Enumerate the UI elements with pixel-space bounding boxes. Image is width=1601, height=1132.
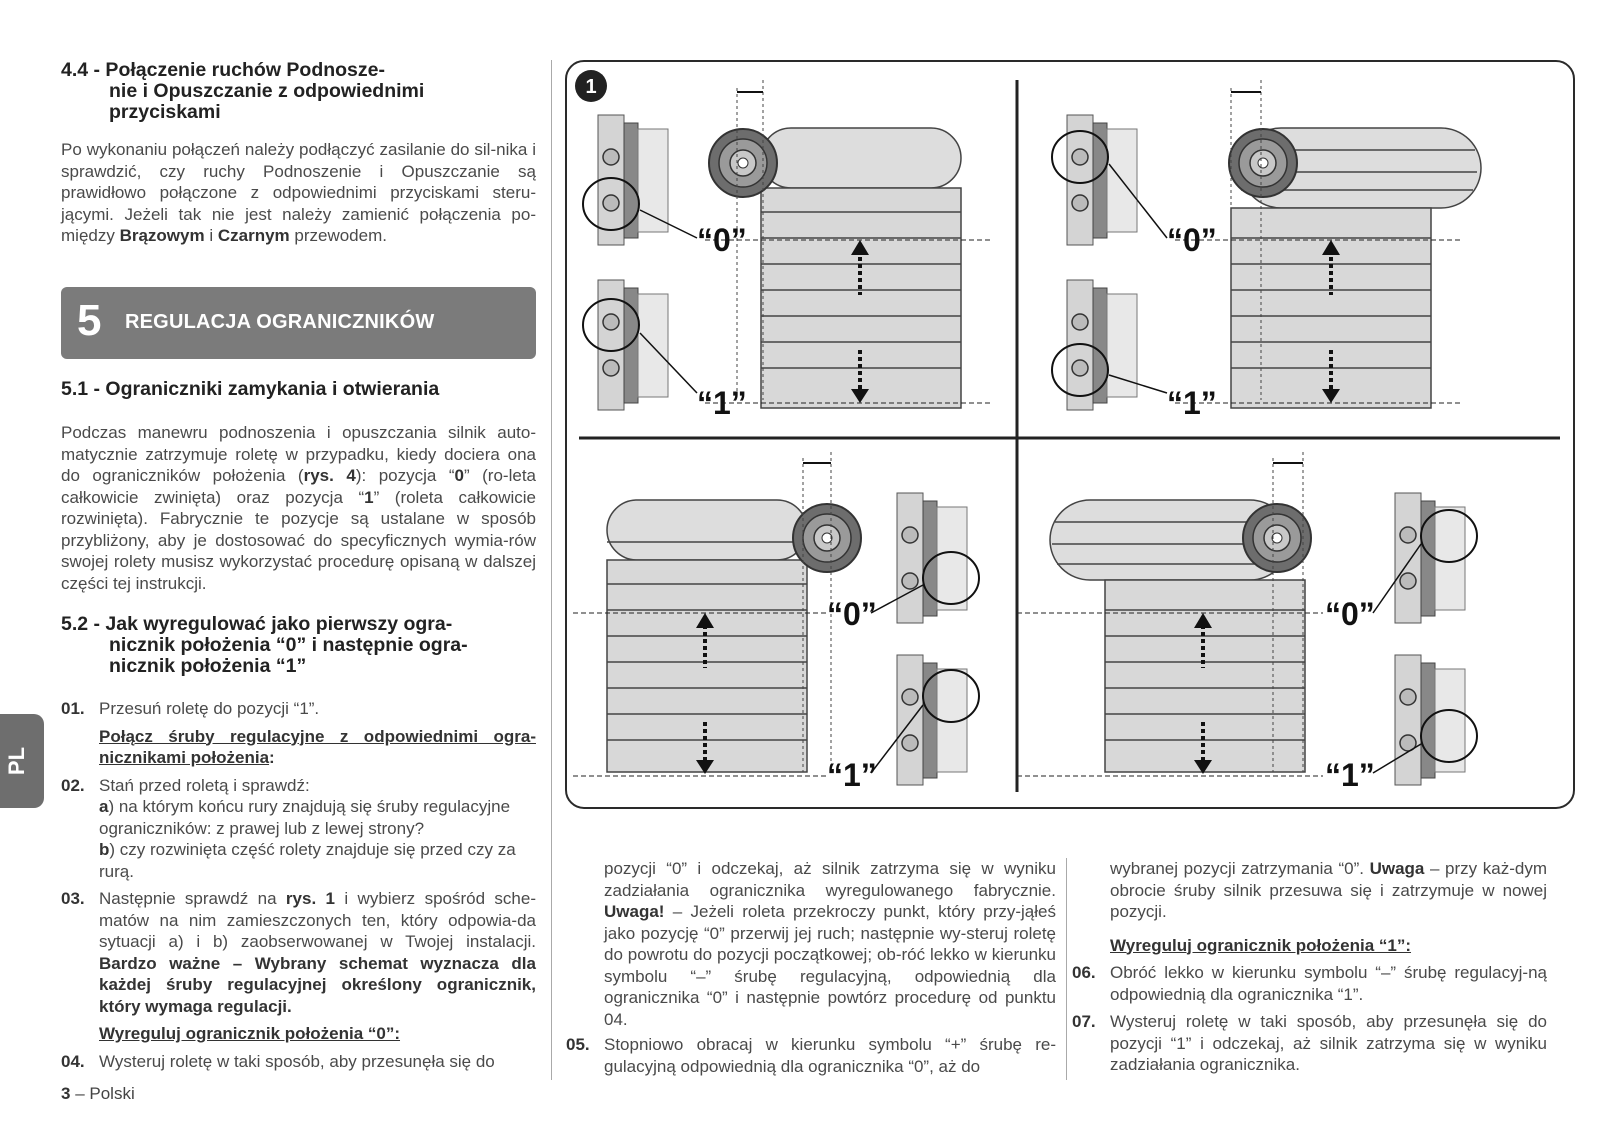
heading-5-1: 5.1 - Ograniczniki zamykania i otwierania [61, 378, 440, 400]
position-label-1: “1” [827, 757, 877, 793]
bold-text: Czarnym [217, 226, 290, 245]
position-label-1: “1” [1167, 385, 1217, 421]
section-5-banner [61, 287, 536, 359]
column-divider [551, 60, 552, 1080]
step-02 [61, 775, 536, 883]
step-06 [1072, 962, 1547, 1005]
section-number: 5 [77, 296, 102, 345]
step-05-continued [1072, 858, 1547, 923]
step-text: i wybierz spośród sche-matów na nim zamieszczonych ten, który odpowia-da sytuacji a) i b) zaobserwowanej w Twojej instalacji. [99, 889, 536, 951]
bold-text: rys. 4 [303, 466, 356, 485]
bold-text: 0 [454, 466, 464, 485]
language-tab [0, 714, 44, 808]
position-label-1: “1” [1325, 757, 1375, 793]
step-03 [61, 888, 536, 1017]
paragraph-4-4 [61, 139, 536, 247]
column-divider [1066, 858, 1067, 1080]
text: i [204, 226, 218, 245]
step-text: Przesuń roletę do pozycji “1”. [99, 699, 320, 718]
step-number: 02. [61, 775, 85, 795]
bold-text: Bardzo ważne – Wybrany schemat wyznacza dla każdej śruby regulacyjnej określony ogranicznik, który wymaga regulacji. [99, 953, 536, 1016]
figure-1 [565, 60, 1579, 836]
text: ” (roleta całkowicie rozwinięta). Fabrycznie te pozycje są ustalane w sposób przybliżony, aby je dostosować do specyficznych wymia-rów swojej rolety musisz wykorzystać procedurę opisaną w dalszej części tej instrukcji. [61, 487, 536, 593]
steps-list-middle [566, 858, 1056, 1083]
bold-text: rys. 1 [285, 889, 336, 908]
subheading-adjust-0 [61, 1023, 536, 1045]
position-label-0: “0” [697, 222, 747, 258]
underlined-heading: Wyreguluj ogranicznik położenia “1”: [1110, 935, 1412, 955]
subheading-connect [61, 726, 536, 769]
step-05 [566, 1034, 1056, 1077]
underlined-heading: Wyreguluj ogranicznik położenia “0”: [99, 1024, 401, 1043]
bold-text: b [99, 840, 110, 859]
section-title: REGULACJA OGRANICZNIKÓW [125, 311, 435, 333]
bold-text: 1 [364, 487, 374, 507]
step-text: Stań przed roletą i sprawdź: [99, 775, 310, 795]
position-label-1: “1” [697, 385, 747, 421]
step-text: ) na którym końcu rury znajdują się śruby regulacyjne ograniczników: z prawej lub z lewej strony? [99, 797, 511, 838]
bold-text: Uwaga [1369, 859, 1425, 878]
position-label-0: “0” [1325, 596, 1375, 632]
step-text: Stopniowo obracaj w kierunku symbolu “+” śrubę re-gulacyjną odpowiednią dla ogranicznika “0”, aż do [604, 1035, 1056, 1076]
language-tab-label: PL [4, 746, 30, 776]
footer-language: – Polski [70, 1084, 135, 1103]
heading-5-2 [61, 614, 536, 677]
text: przewodem. [289, 226, 387, 245]
step-number: 01. [61, 699, 85, 718]
step-number: 04. [61, 1051, 85, 1071]
position-label-0: “0” [1167, 222, 1217, 258]
subheading-adjust-1 [1072, 935, 1547, 957]
paragraph-5-1 [61, 422, 536, 594]
bold-text: Brązowym [119, 226, 205, 245]
step-04 [61, 1051, 536, 1073]
footer [61, 1084, 135, 1104]
step-04-continued [566, 858, 1056, 1030]
figure-badge-label: 1 [585, 76, 597, 98]
text: ” (ro-leta całkowicie zwinięta) oraz pozycja “ [61, 466, 536, 507]
bold-text: Uwaga! [604, 902, 665, 921]
bold-text: a [99, 797, 109, 816]
step-text: Następnie sprawdź na [99, 889, 286, 908]
step-text: wybranej pozycji zatrzymania “0”. [1110, 859, 1370, 878]
text: Po wykonaniu połączeń należy podłączyć zasilanie do sil-nika i sprawdzić, czy ruchy Podnoszenie i Opuszczanie są prawidłowo połączone z odpowiednimi przyciskami steru-jącymi. Jeżeli tak nie jest należy zamienić połączenia po-między [61, 140, 536, 245]
heading-line: nie i Opuszczanie z odpowiednimi [109, 80, 425, 102]
step-text: Obróć lekko w kierunku symbolu “–” śrubę regulacyj-ną odpowiednią dla ogranicznika “1”. [1110, 963, 1547, 1004]
step-number: 03. [61, 889, 85, 908]
bold-text: : [269, 748, 275, 767]
step-07 [1072, 1011, 1547, 1076]
step-text: – Jeżeli roleta przekroczy punkt, który przy-jąłeś jako pozycję “0” przerwij jej ruch; następnie wy-steruj roletę do powrotu do pozycji początkowej; ob-róć lekko w kierunku symbolu “–” śrubę regulacyjną, odpowiednią dla ogranicznika “0” i następnie powtórz procedurę od punktu 04. [604, 902, 1056, 1029]
heading-line: 4.4 - Połączenie ruchów Podnosze- [61, 59, 385, 81]
diagram-bottom-left [573, 452, 979, 793]
step-text: Wysteruj roletę w taki sposób, aby przesunęła się do [99, 1051, 495, 1071]
steps-list-right [1072, 858, 1547, 1082]
step-text: ) czy rozwinięta część rolety znajduje się przed czy za rurą. [99, 840, 516, 881]
step-01 [61, 698, 536, 720]
step-text: Wysteruj roletę w taki sposób, aby przesunęła się do pozycji “1” i odczekaj, aż silnik zatrzyma się w wyniku zadziałania ogranicznika. [1110, 1012, 1547, 1074]
step-number: 06. [1072, 963, 1096, 982]
heading-4-4 [61, 60, 531, 123]
heading-line: przyciskami [109, 101, 221, 123]
underlined-heading: Połącz śruby regulacyjne z odpowiednimi ogra-nicznikami położenia [99, 726, 536, 767]
page-number: 3 [61, 1084, 71, 1103]
position-label-0: “0” [827, 596, 877, 632]
text: Podczas manewru podnoszenia i opuszczania silnik auto-matycznie zatrzymuje roletę w przypadku, kiedy dociera ona do ograniczników położenia ( [61, 423, 536, 485]
heading-line: 5.2 - Jak wyregulować jako pierwszy ogra- [61, 613, 453, 635]
step-number: 07. [1072, 1012, 1096, 1031]
step-number: 05. [566, 1035, 590, 1054]
heading-line: nicznik położenia “0” i następnie ogra- [109, 634, 468, 656]
text: ): pozycja “ [355, 466, 455, 485]
step-text: – przy każ-dym obrocie śruby silnik przesuwa się i zatrzymuje w nowej pozycji. [1110, 859, 1547, 921]
heading-line: nicznik położenia “1” [109, 655, 307, 677]
step-text: pozycji “0” i odczekaj, aż silnik zatrzyma się w wyniku zadziałania ogranicznika wyregulowanego fabrycznie. [604, 859, 1056, 900]
steps-list-left [61, 698, 536, 1078]
